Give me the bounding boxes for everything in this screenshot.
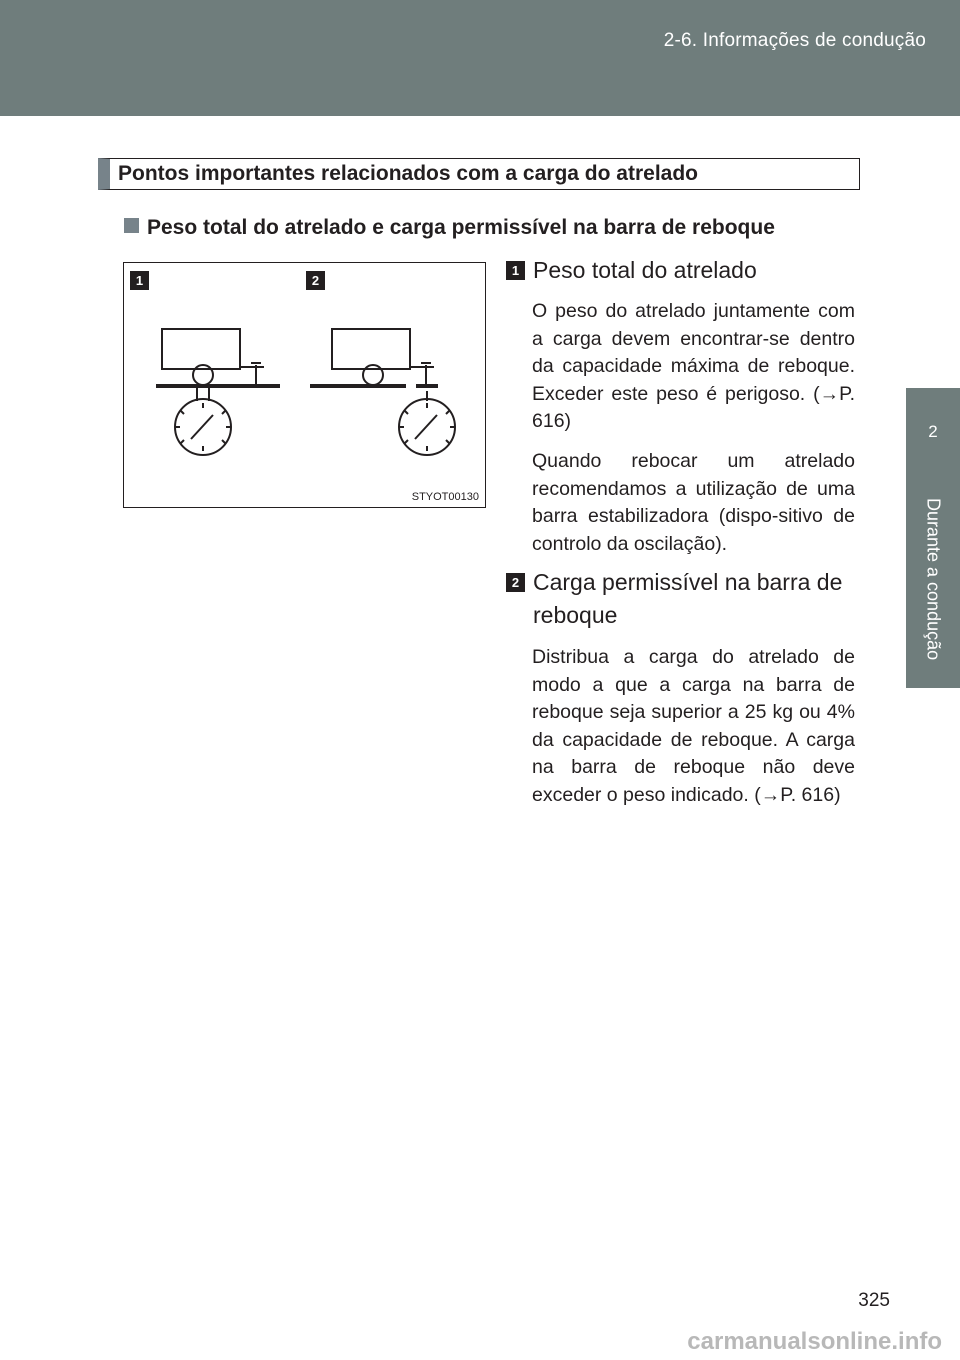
item-1-badge: 1 [506,261,525,280]
ground-line-1 [156,384,280,388]
section-title: Pontos importantes relacionados com a carga do atrelado [98,158,860,190]
figure-badge-2: 2 [306,271,325,290]
figure-code: STYOT00130 [411,491,479,503]
subheading [124,216,775,240]
trailer-weight-figure [123,262,486,508]
trailer-body-1 [162,329,240,369]
item-2-paragraph-1: Distribua a carga do atrelado de modo a que a carga na barra de reboque seja superior a 25 kg ou 4% da capacidade de reboque. A carga na barra de reboque não deve exceder o peso indicado. (→P. 616) [532,646,855,806]
watermark: carmanualsonline.info [687,1328,942,1355]
chapter-title: 2-6. Informações de condução [663,30,926,51]
scale-needle-2 [415,415,437,439]
square-bullet-icon [124,218,139,233]
figure-badge-1: 1 [130,271,149,290]
trailer-scales-illustration [124,263,485,507]
item-1-paragraph-2: Quando rebocar um atrelado recomendamos a utilização de uma barra estabilizadora (dispo-sitivo de controlo da oscilação). [532,450,855,555]
scale-needle-1 [191,415,213,439]
item-1-paragraph-1: O peso do atrelado juntamente com a carga devem encontrar-se dentro da capacidade máxima de reboque. Exceder este peso é perigoso. (→P. 616) [532,300,855,432]
item-1-heading [506,254,858,287]
trailer-body-2 [332,329,410,369]
subheading-text: Peso total do atrelado e carga permissível na barra de reboque [147,216,775,239]
page-number: 325 [858,1290,890,1311]
item-1-title: Peso total do atrelado [533,257,757,283]
chapter-label: Durante a condução [923,498,944,661]
header-band [0,0,960,116]
chapter-side-tab[interactable] [906,388,960,688]
ground-line-2 [310,384,406,388]
item-2-heading [506,566,858,632]
item-2-title: Carga permissível na barra de reboque [533,569,843,628]
chapter-number: 2 [928,422,938,441]
item-2-badge: 2 [506,573,525,592]
